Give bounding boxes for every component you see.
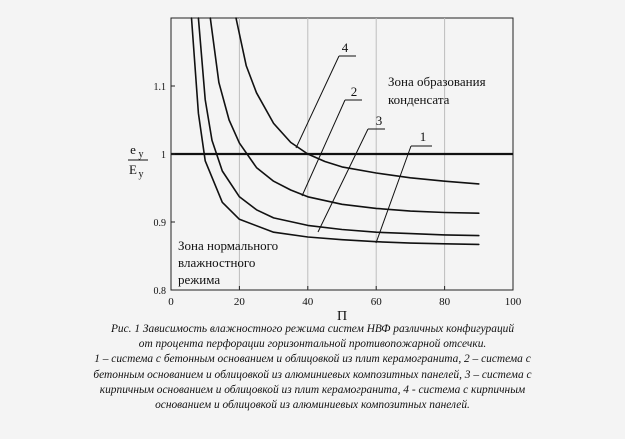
x-tick-label: 60 <box>370 296 382 308</box>
normal-zone-line3: режима <box>178 272 221 287</box>
x-tick-label: 0 <box>168 296 174 308</box>
x-tick-label: 40 <box>302 296 314 308</box>
caption-line: 1 – система с бетонным основанием и облицовкой из плит керамогранита, 2 – система с <box>94 353 531 366</box>
x-axis-label: П <box>336 309 348 320</box>
x-tick-label: 20 <box>233 296 245 308</box>
y-label-denominator-sub: y <box>138 169 144 180</box>
figure-caption <box>8 322 617 413</box>
curve-label-2-text: 2 <box>350 84 358 99</box>
caption-line: Рис. 1 Зависимость влажностного режима систем НВФ различных конфигураций <box>110 323 515 335</box>
normal-zone-line1: Зона нормального <box>178 238 279 253</box>
y-label-numerator-sub: y <box>138 149 144 160</box>
y-label-denominator: E <box>129 162 137 177</box>
y-tick-label: 1 <box>161 150 166 161</box>
y-tick-label: 0.9 <box>153 218 166 229</box>
condensate-zone-line1: Зона образования <box>388 74 486 89</box>
x-tick-label: 80 <box>439 296 451 308</box>
caption-line: бетонным основанием и облицовкой из алюминиевых композитных панелей, 3 – система с <box>93 368 532 381</box>
y-label-numerator: e <box>130 142 136 157</box>
curve-label-1-text: 1 <box>419 129 427 144</box>
condensate-zone-line2: конденсата <box>388 92 450 107</box>
curve-label-3-text: 3 <box>375 113 383 128</box>
y-tick-label: 1.1 <box>153 82 166 93</box>
caption-line: от процента перфорации горизонтальной противопожарной отсечки. <box>138 338 487 351</box>
caption-line: кирпичным основанием и облицовкой из плит керамогранита, 4 - система с кирпичным <box>99 383 526 396</box>
caption-line: основанием и облицовкой из алюминиевых композитных панелей. <box>155 399 470 412</box>
y-axis-label <box>128 142 148 180</box>
normal-zone-line2: влажностного <box>178 255 256 270</box>
x-tick-label: 100 <box>504 296 522 308</box>
y-tick-label: 0.8 <box>153 286 166 297</box>
curve-label-4-text: 4 <box>341 40 349 55</box>
